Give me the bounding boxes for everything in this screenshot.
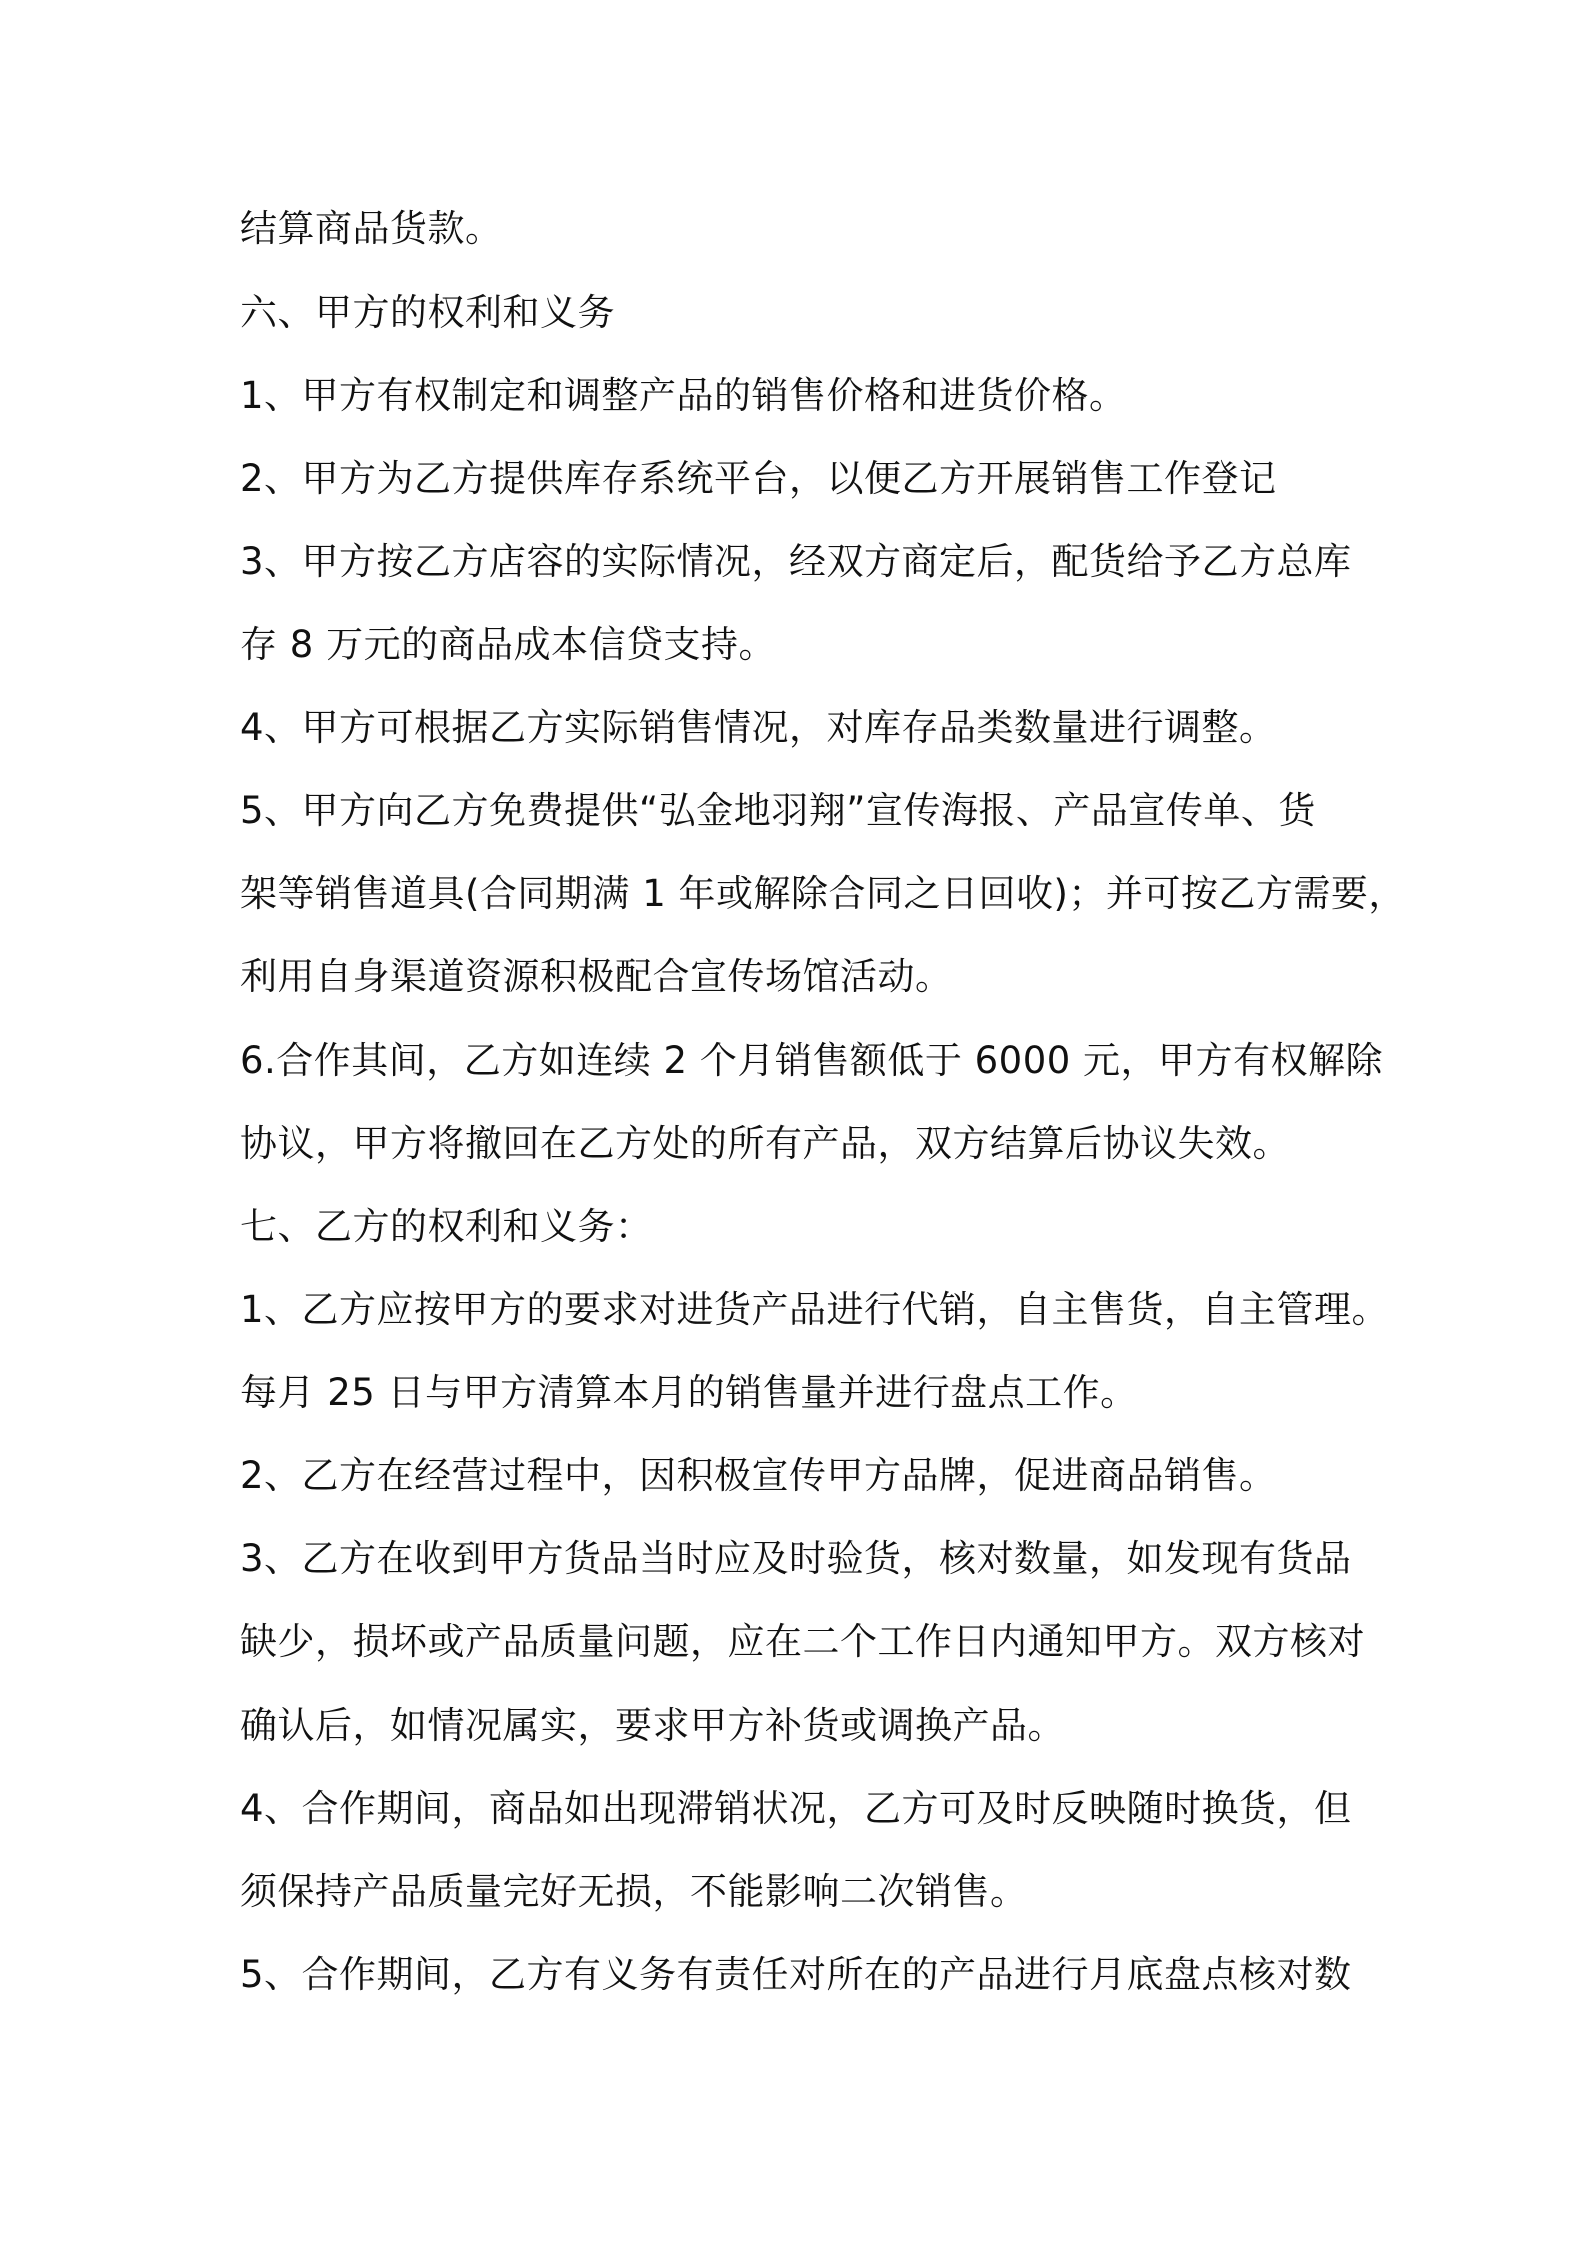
text-line: 4、甲方可根据乙方实际销售情况，对库存品类数量进行调整。 xyxy=(240,706,1277,749)
text-line: 须保持产品质量完好无损，不能影响二次销售。 xyxy=(240,1870,1028,1913)
text-line: 2、乙方在经营过程中，因积极宣传甲方品牌，促进商品销售。 xyxy=(240,1454,1277,1497)
section-heading: 七、乙方的权利和义务： xyxy=(240,1205,653,1248)
text-line: 3、乙方在收到甲方货品当时应及时验货，核对数量，如发现有货品 xyxy=(240,1537,1352,1580)
text-line: 5、甲方向乙方免费提供“弘金地羽翔”宣传海报、产品宣传单、货 xyxy=(240,789,1316,832)
text-line: 存 8 万元的商品成本信贷支持。 xyxy=(240,623,777,666)
text-line: 每月 25 日与甲方清算本月的销售量并进行盘点工作。 xyxy=(240,1371,1138,1414)
text-line: 缺少，损坏或产品质量问题，应在二个工作日内通知甲方。双方核对 xyxy=(240,1620,1365,1663)
text-line: 2、甲方为乙方提供库存系统平台，以便乙方开展销售工作登记 xyxy=(240,457,1277,500)
text-line: 协议，甲方将撤回在乙方处的所有产品，双方结算后协议失效。 xyxy=(240,1122,1290,1165)
text-line: 确认后，如情况属实，要求甲方补货或调换产品。 xyxy=(240,1704,1065,1747)
text-line: 1、乙方应按甲方的要求对进货产品进行代销，自主售货，自主管理。 xyxy=(240,1288,1390,1331)
text-line: 架等销售道具(合同期满 1 年或解除合同之日回收)；并可按乙方需要， xyxy=(240,872,1406,915)
text-line: 1、甲方有权制定和调整产品的销售价格和进货价格。 xyxy=(240,374,1127,417)
text-line: 利用自身渠道资源积极配合宣传场馆活动。 xyxy=(240,955,953,998)
text-line: 3、甲方按乙方店容的实际情况，经双方商定后，配货给予乙方总库 xyxy=(240,540,1352,583)
text-line: 6.合作其间，乙方如连续 2 个月销售额低于 6000 元，甲方有权解除 xyxy=(240,1039,1384,1082)
text-line: 结算商品货款。 xyxy=(240,207,503,250)
section-heading: 六、甲方的权利和义务 xyxy=(240,291,615,334)
text-line: 4、合作期间，商品如出现滞销状况，乙方可及时反映随时换货，但 xyxy=(240,1787,1352,1830)
text-line: 5、合作期间，乙方有义务有责任对所在的产品进行月底盘点核对数 xyxy=(240,1953,1352,1996)
